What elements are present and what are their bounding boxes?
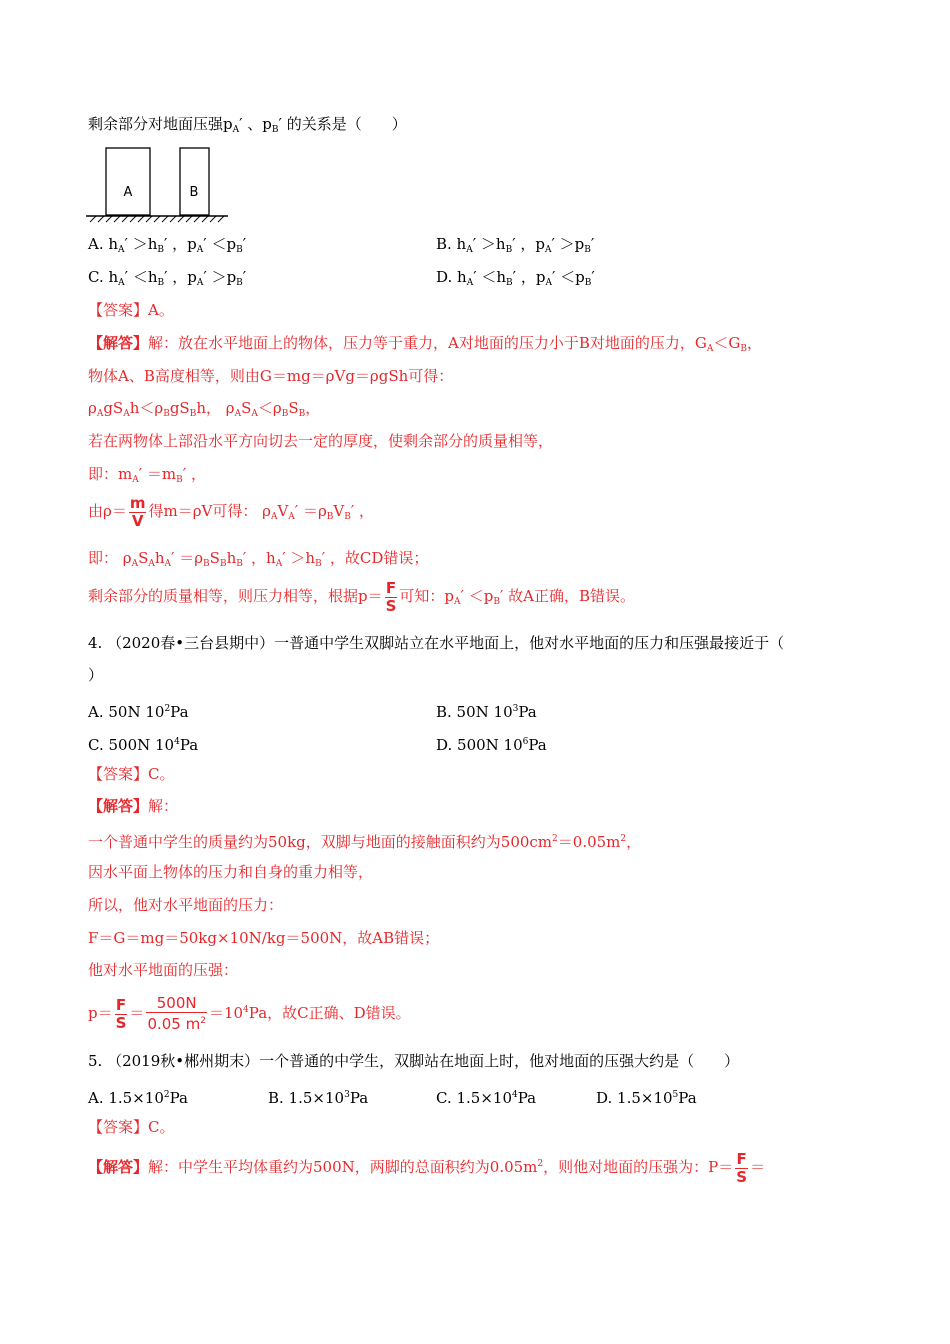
fraction-f-over-s-q5: $\frac{F}{S}$ [736,1149,748,1186]
q3-stem-tail [88,114,407,140]
q4-option-a: A. 50N $10^2Pa$ [88,703,189,721]
q3-stem-text3: ′ 的关系是（ ） [278,115,407,133]
q3-analysis-line-2: 物体A、B高度相等，则由G＝mg＝ρVg＝ρgSh可得： [88,367,454,385]
q3-option-c: C. $h_A' <h_B'$ ，$p_A' >p_B'$ [88,268,247,288]
fraction-f-over-s-q4: $\frac{F}{S}$ [115,995,127,1032]
q5-option-a: A. $1.5\times 10^2Pa$ [88,1089,188,1107]
q5-option-d: D. $1.5\times 10^5Pa$ [596,1089,697,1107]
q5-stem: 5. （2019秋•郴州期末）一个普通的中学生，双脚站在地面上时，他对地面的压强大约是（ ） [88,1052,740,1070]
q5-option-c: C. $1.5\times 10^4Pa$ [436,1089,537,1107]
blocks-figure [86,146,232,224]
fraction-500n-over-area: $\frac{500N}{0.05 m^2}$ [147,994,206,1033]
q3-analysis-line-6: 由ρ＝ $\frac{m}{V}$ 得m＝ρV可得： $\rho_AV_A' =\rho_BV_B'$ ， [88,493,375,530]
q4-analysis-line-5: 他对水平地面的压强： [88,961,239,979]
ground-hatching [90,216,224,222]
q5-option-b: B. $1.5\times 10^3Pa$ [268,1089,369,1107]
q4-stem-line-2: ） [88,666,104,684]
sub-b: B [271,125,279,135]
q3-answer: 【答案】A。 [88,301,174,319]
block-a-label: A [123,185,133,200]
q3-stem-text: 剩余部分对地面压强p [88,115,233,133]
q3-analysis-line-5: 即：$m_A' =m_B'$ ， [88,465,206,485]
q4-analysis-line-1: 一个普通中学生的质量约为50kg，双脚与地面的接触面积约为$500cm^2=0.05m^2$， [88,833,642,851]
q3-option-b: B. $h_A' >h_B'$ ，$p_A' >p_B'$ [436,235,595,255]
q5-answer: 【答案】C。 [88,1118,175,1136]
q4-analysis-line-2: 因水平面上物体的压力和自身的重力相等， [88,863,374,881]
q3-analysis-line-7: 即： $\rho_AS_Ah_A' =\rho_BS_Bh_B'$ ，$h_A' >h_B'$ ，故CD错误； [88,549,429,569]
q4-analysis-line-3: 所以，他对水平地面的压力： [88,896,284,914]
q4-answer: 【答案】C。 [88,765,175,783]
block-a [106,148,150,215]
q3-analysis-line-1: 【解答】解：放在水平地面上的物体，压力等于重力，A对地面的压力小于B对地面的压力，$G_A<G_B$， [88,334,762,354]
q4-option-c: C. 500N $10^4Pa$ [88,736,199,754]
q5-analysis-line-1: 【解答】解：中学生平均体重约为500N，两脚的总面积约为$0.05m^2$，则他对地面的压强为：P＝ $\frac{F}{S}$ ＝ [88,1149,766,1186]
q3-analysis-line-4: 若在两物体上部沿水平方向切去一定的厚度，使剩余部分的质量相等， [88,432,554,450]
q3-analysis-line-8: 剩余部分的质量相等，则压力相等，根据p＝ $\frac{F}{S}$ 可知：$p_A' <p_B'$ 故A正确，B错误。 [88,578,635,615]
q3-stem-text2: ′ 、p [239,115,272,133]
q4-stem-line-1: 4. （2020春•三台县期中）一普通中学生双脚站立在水平地面上，他对水平地面的压力和压强最接近于（ [88,634,785,652]
sub-a: A [232,125,240,135]
q3-option-d: D. $h_A' <h_B'$ ，$p_A' <p_B'$ [436,268,595,288]
q4-analysis-head: 【解答】解： [88,797,179,815]
block-b-label: B [189,185,199,200]
q4-option-d: D. 500N $10^6Pa$ [436,736,547,754]
q3-option-a: A. $h_A' >h_B'$ ，$p_A' <p_B'$ [88,235,247,255]
q3-analysis-line-3: $\rho_AgS_Ah<\rho_BgS_Bh$， $\rho_AS_A<\rho_BS_B$， [88,399,321,419]
block-b [180,148,209,215]
fraction-f-over-s: $\frac{F}{S}$ [385,578,397,615]
q4-option-b: B. 50N $10^3Pa$ [436,703,537,721]
q4-analysis-line-4: F＝G＝mg＝50kg×10N/kg＝500N，故AB错误； [88,929,440,947]
fraction-m-over-v: $\frac{m}{V}$ [129,493,146,530]
q4-analysis-line-6: p＝ $\frac{F}{S}$ ＝ $\frac{500N}{0.05 m^2}$ $=10^4Pa$，故C正确、D错误。 [88,994,411,1033]
